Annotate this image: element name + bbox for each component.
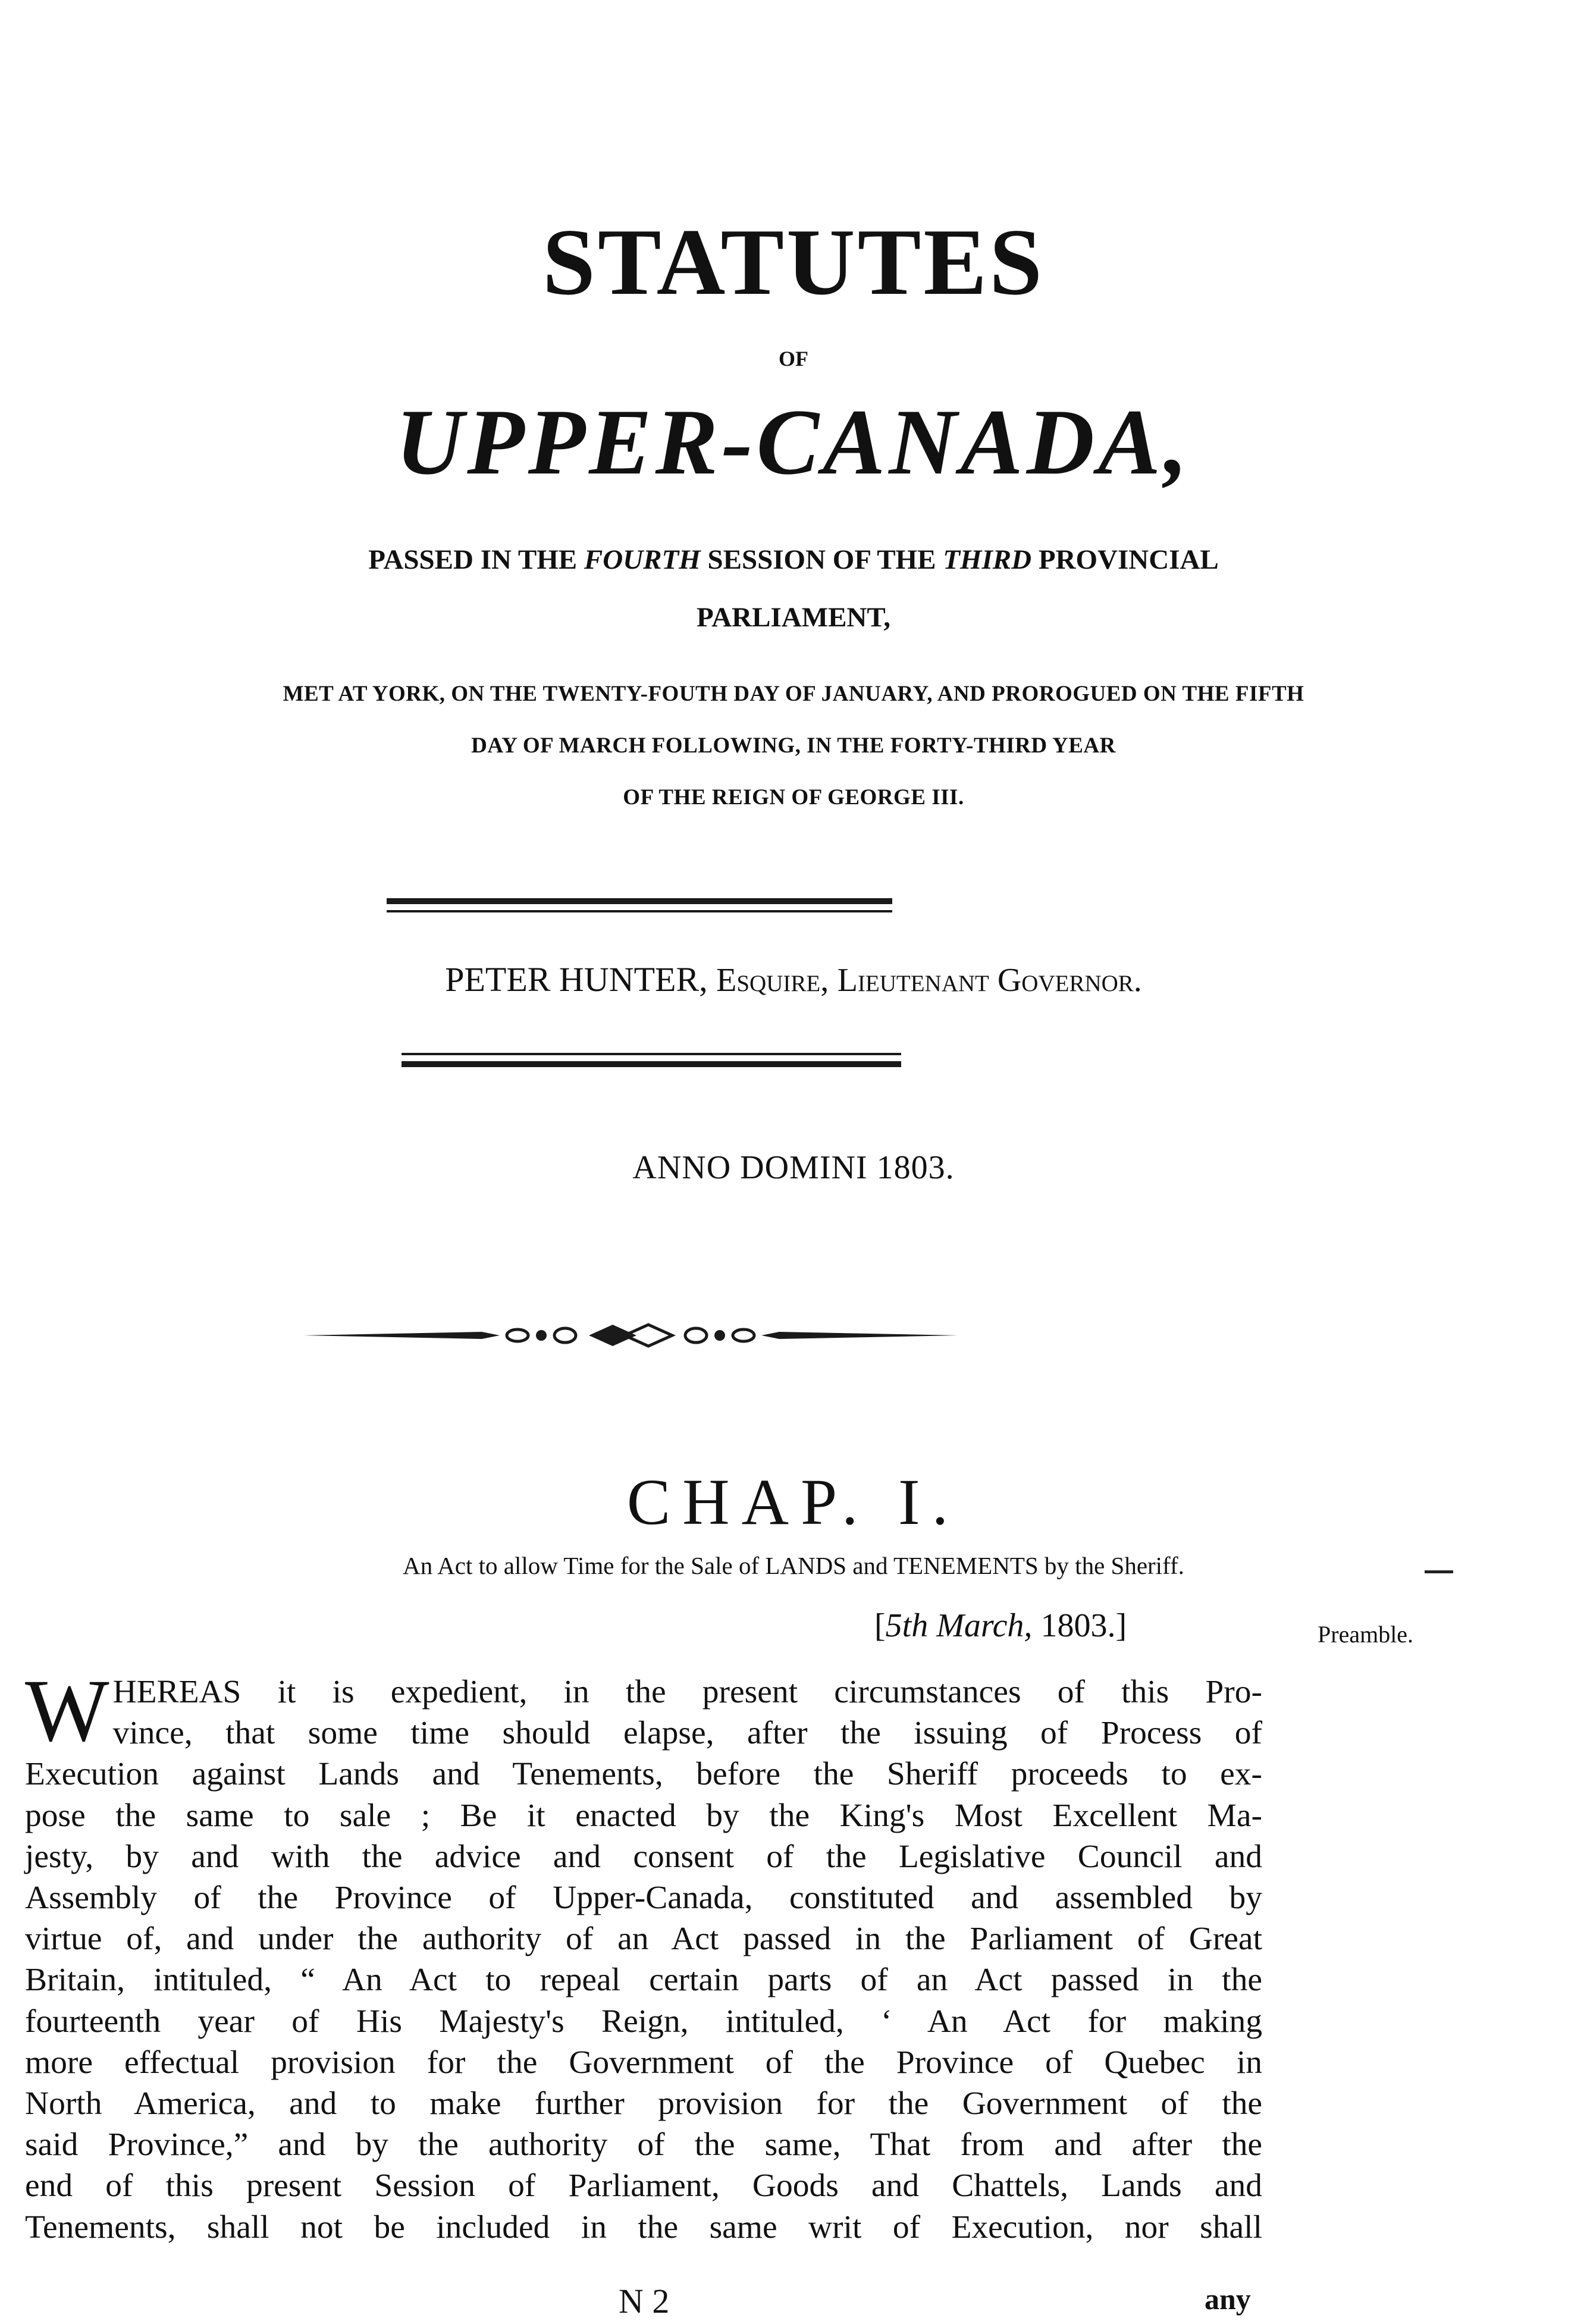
province-name: UPPER-CANADA, bbox=[396, 390, 1191, 494]
ornamental-divider bbox=[303, 1312, 958, 1359]
title-connector: OF bbox=[779, 347, 808, 371]
body-line: HEREAS it is expedient, in the present circumstances of this Pro- bbox=[112, 1674, 1262, 1710]
drop-cap: W bbox=[25, 1661, 109, 1760]
anno-domini: ANNO DOMINI 1803. bbox=[632, 1149, 955, 1186]
met-line-3: OF THE REIGN OF GEORGE III. bbox=[623, 785, 964, 810]
governor-rank: Esquire, bbox=[716, 962, 829, 999]
signature-mark: N 2 bbox=[619, 2282, 670, 2320]
parliament-line: PARLIAMENT, bbox=[697, 602, 890, 633]
body-line: Britain, intituled, “ An Act to repeal certain parts of an Act passed in the bbox=[25, 1962, 1262, 1999]
body-line: fourteenth year of His Majesty's Reign, intituled, ‘ An Act for making bbox=[25, 2003, 1262, 2040]
met-line-2: DAY OF MARCH FOLLOWING, IN THE FORTY-THIRD YEAR bbox=[471, 733, 1116, 758]
margin-dash bbox=[1425, 1570, 1453, 1573]
body-line: Execution against Lands and Tenements, before the Sheriff proceeds to ex- bbox=[25, 1756, 1262, 1793]
margin-note-preamble: Preamble. bbox=[1318, 1621, 1414, 1648]
rule-top-thin bbox=[387, 910, 892, 912]
session-line: PASSED IN THE FOURTH SESSION OF THE THIRD PROVINCIAL bbox=[368, 544, 1219, 575]
body-line: North America, and to make further provision for the Government of the bbox=[25, 2085, 1262, 2122]
rule-top-thick bbox=[387, 898, 892, 904]
governor-name: PETER HUNTER, bbox=[445, 960, 708, 999]
body-line: vince, that some time should elapse, after the issuing of Process of bbox=[112, 1715, 1262, 1752]
body-line: pose the same to sale ; Be it enacted by the King's Most Excellent Ma- bbox=[25, 1797, 1262, 1834]
catchword: any bbox=[1205, 2282, 1251, 2316]
governor-line bbox=[0, 962, 1587, 997]
act-body bbox=[25, 1661, 1262, 2248]
governor-title: Lieutenant Governor. bbox=[837, 962, 1142, 999]
met-line-1: MET AT YORK, ON THE TWENTY-FOUTH DAY OF JANUARY, AND PROROGUED ON THE FIFTH bbox=[283, 682, 1304, 706]
body-line: end of this present Session of Parliament, Goods and Chattels, Lands and bbox=[25, 2168, 1262, 2204]
body-line: said Province,” and by the authority of the same, That from and after the bbox=[25, 2127, 1262, 2163]
document-title: STATUTES bbox=[542, 209, 1045, 315]
rule-mid-thick bbox=[402, 1061, 901, 1067]
act-date: [5th March, 1803.] bbox=[874, 1607, 1127, 1644]
body-line: virtue of, and under the authority of an Act passed in the Parliament of Great bbox=[25, 1921, 1262, 1958]
body-line: Tenements, shall not be included in the same writ of Execution, nor shall bbox=[25, 2209, 1262, 2245]
rule-mid-thin bbox=[402, 1053, 901, 1055]
body-line: more effectual provision for the Government of the Province of Quebec in bbox=[25, 2044, 1262, 2081]
body-line: jesty, by and with the advice and consent of the Legislative Council and bbox=[25, 1838, 1262, 1875]
act-title: An Act to allow Time for the Sale of LANDS and TENEMENTS by the Sheriff. bbox=[403, 1552, 1184, 1579]
chapter-heading: CHAP. I. bbox=[626, 1466, 961, 1538]
body-line: Assembly of the Province of Upper-Canada, constituted and assembled by bbox=[25, 1880, 1262, 1917]
